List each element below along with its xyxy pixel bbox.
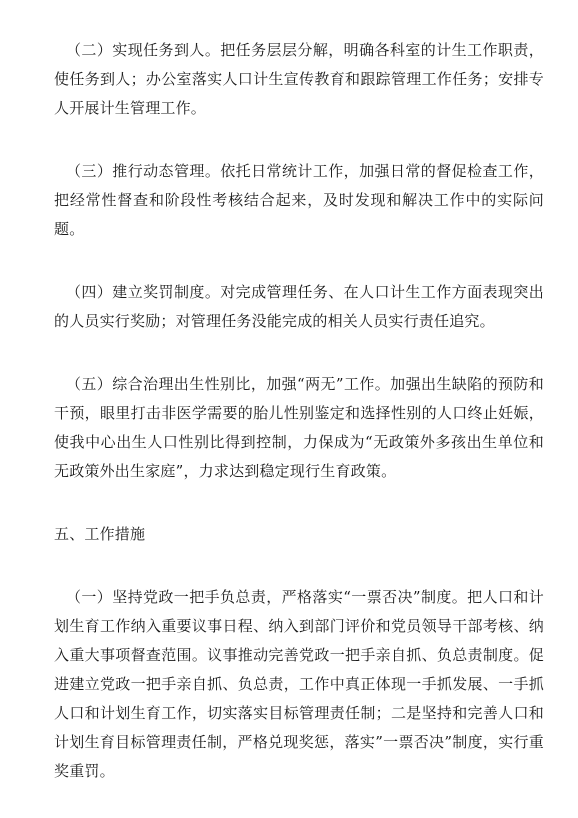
paragraph-gap: [54, 244, 544, 278]
paragraph-task-assignment: （二）实现任务到人。把任务层层分解，明确各科室的计生工作职责，使任务到人；办公室落实人口计生宣传教育和跟踪管理工作任务；安排专人开展计生管理工作。: [54, 41, 544, 117]
paragraph-gap: [54, 486, 544, 520]
paragraph-sex-ratio: （五）综合治理出生性别比，加强“两无”工作。加强出生缺陷的预防和干预，眼里打击非医学需要的胎儿性别鉴定和选择性别的人口终止妊娠，使我中心出生人口性别比得到控制，力保成为“无政策外多孩出生单位和无政策外出生家庭”，力求达到稳定现行生育政策。: [54, 375, 544, 480]
paragraph-gap: [54, 336, 544, 370]
paragraph-gap: [54, 549, 544, 583]
section-heading: 五、工作措施: [54, 525, 146, 543]
paragraph-dynamic-management: （三）推行动态管理。依托日常统计工作，加强日常的督促检查工作，把经常性督查和阶段性考核结合起来，及时发现和解决工作中的实际问题。: [54, 162, 544, 238]
paragraph-measure-leadership: （一）坚持党政一把手负总责，严格落实“一票否决”制度。把人口和计划生育工作纳入重要议事日程、纳入到部门评价和党员领导干部考核、纳入重大事项督查范围。议事推动完善党政一把手亲自抓、负总责制度。促进建立党政一把手亲自抓、负总责，工作中真正体现一手抓发展、一手抓人口和计划生育工作，切实落实目标管理责任制；二是坚持和完善人口和计划生育目标管理责任制，严格兑现奖惩，落实”一票否决”制度，实行重奖重罚。: [54, 588, 544, 780]
paragraph-gap: [54, 123, 544, 157]
paragraph-reward-penalty: （四）建立奖罚制度。对完成管理任务、在人口计生工作方面表现突出的人员实行奖励；对管理任务没能完成的相关人员实行责任追究。: [54, 283, 544, 330]
